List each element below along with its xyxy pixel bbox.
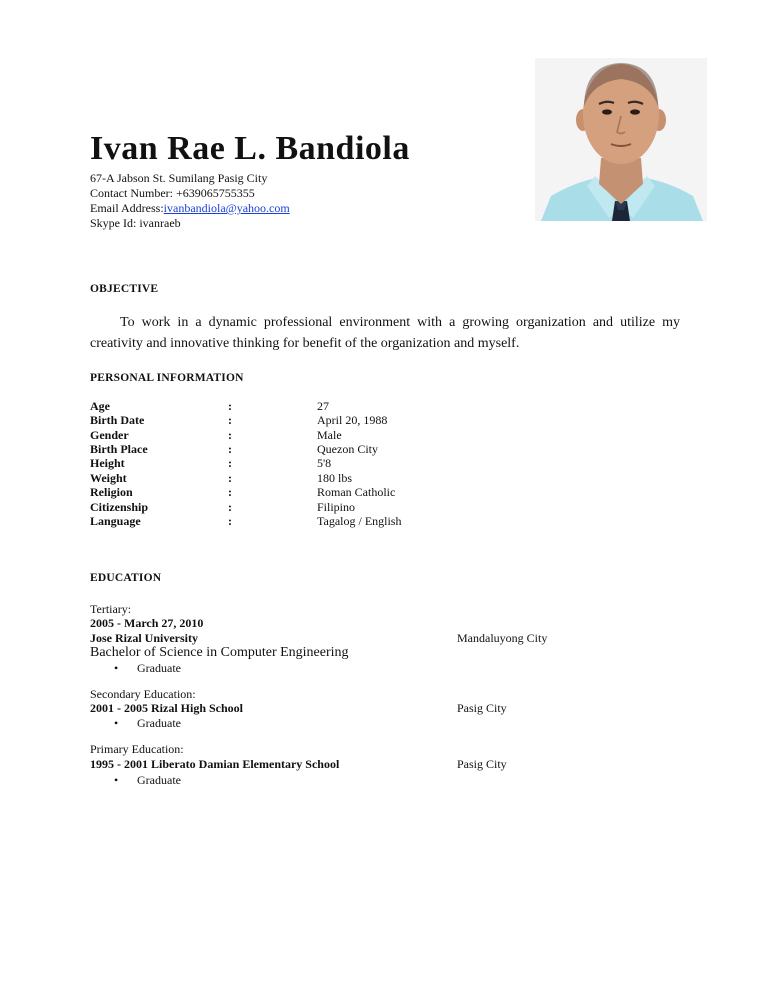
primary-level: Primary Education:	[90, 742, 184, 756]
personal-value: 180 lbs	[317, 471, 353, 485]
secondary-status	[114, 716, 181, 731]
personal-value: April 20, 1988	[317, 413, 388, 427]
personal-label: Age	[90, 399, 110, 413]
status-text: Graduate	[137, 773, 181, 787]
personal-label: Religion	[90, 485, 133, 499]
objective-heading: OBJECTIVE	[90, 283, 159, 295]
tertiary-city: Mandaluyong City	[457, 631, 548, 645]
address-value: 67-A Jabson St. Sumilang Pasig City	[90, 171, 268, 185]
bullet-icon: •	[114, 661, 119, 675]
objective-body: To work in a dynamic professional environment with a growing organization and utilize my creativity and innovative thinking for benefit of the organization and myself.	[90, 315, 680, 351]
separator: :	[228, 456, 232, 470]
tertiary-school: Jose Rizal University	[90, 631, 198, 645]
personal-row	[0, 428, 768, 443]
personal-value: Filipino	[317, 500, 356, 514]
personal-row	[0, 456, 768, 471]
personal-label: Weight	[90, 471, 127, 485]
separator: :	[228, 442, 232, 456]
profile-photo-illustration	[535, 58, 707, 221]
skype-label: Skype Id:	[90, 216, 137, 230]
personal-info-heading: PERSONAL INFORMATION	[90, 372, 244, 384]
separator: :	[228, 514, 232, 528]
personal-row	[0, 442, 768, 457]
separator: :	[228, 428, 232, 442]
personal-label: Language	[90, 514, 141, 528]
personal-label: Height	[90, 456, 125, 470]
personal-value: Tagalog / English	[317, 514, 402, 528]
primary-status	[114, 773, 181, 788]
secondary-level: Secondary Education:	[90, 687, 196, 701]
separator: :	[228, 500, 232, 514]
skype-line	[90, 216, 181, 231]
bullet-icon: •	[114, 773, 119, 787]
personal-row	[0, 471, 768, 486]
personal-value: Male	[317, 428, 342, 442]
primary-school: 1995 - 2001 Liberato Damian Elementary School	[90, 757, 340, 771]
profile-photo	[535, 58, 707, 221]
personal-label: Birth Date	[90, 413, 145, 427]
personal-value: Quezon City	[317, 442, 378, 456]
status-text: Graduate	[137, 716, 181, 730]
personal-row	[0, 514, 768, 529]
personal-row	[0, 399, 768, 414]
personal-value: 5'8	[317, 456, 332, 470]
bullet-icon: •	[114, 716, 119, 730]
contact-number: +639065755355	[175, 186, 255, 200]
contact-label: Contact Number:	[90, 186, 173, 200]
contact-line	[90, 186, 255, 201]
email-label: Email Address:	[90, 201, 164, 215]
tertiary-degree: Bachelor of Science in Computer Engineering	[90, 645, 349, 660]
email-link[interactable]: ivanbandiola@yahoo.com	[163, 201, 290, 215]
status-text: Graduate	[137, 661, 181, 675]
personal-label: Citizenship	[90, 500, 149, 514]
personal-value: 27	[317, 399, 329, 413]
personal-row	[0, 413, 768, 428]
personal-row	[0, 485, 768, 500]
secondary-school: 2001 - 2005 Rizal High School	[90, 701, 244, 715]
separator: :	[228, 413, 232, 427]
personal-label: Gender	[90, 428, 129, 442]
separator: :	[228, 399, 232, 413]
tertiary-level: Tertiary:	[90, 602, 132, 616]
tertiary-years: 2005 - March 27, 2010	[90, 616, 204, 630]
separator: :	[228, 485, 232, 499]
education-heading: EDUCATION	[90, 572, 162, 584]
email-line	[90, 201, 290, 216]
secondary-city: Pasig City	[457, 701, 507, 715]
address-line	[90, 171, 267, 186]
tertiary-status	[114, 661, 181, 676]
primary-city: Pasig City	[457, 757, 507, 771]
personal-value: Roman Catholic	[317, 485, 396, 499]
separator: :	[228, 471, 232, 485]
skype-id: ivanraeb	[139, 216, 181, 230]
personal-row	[0, 500, 768, 515]
objective-text	[90, 312, 680, 354]
resume-name: Ivan Rae L. Bandiola	[90, 130, 410, 167]
personal-label: Birth Place	[90, 442, 148, 456]
